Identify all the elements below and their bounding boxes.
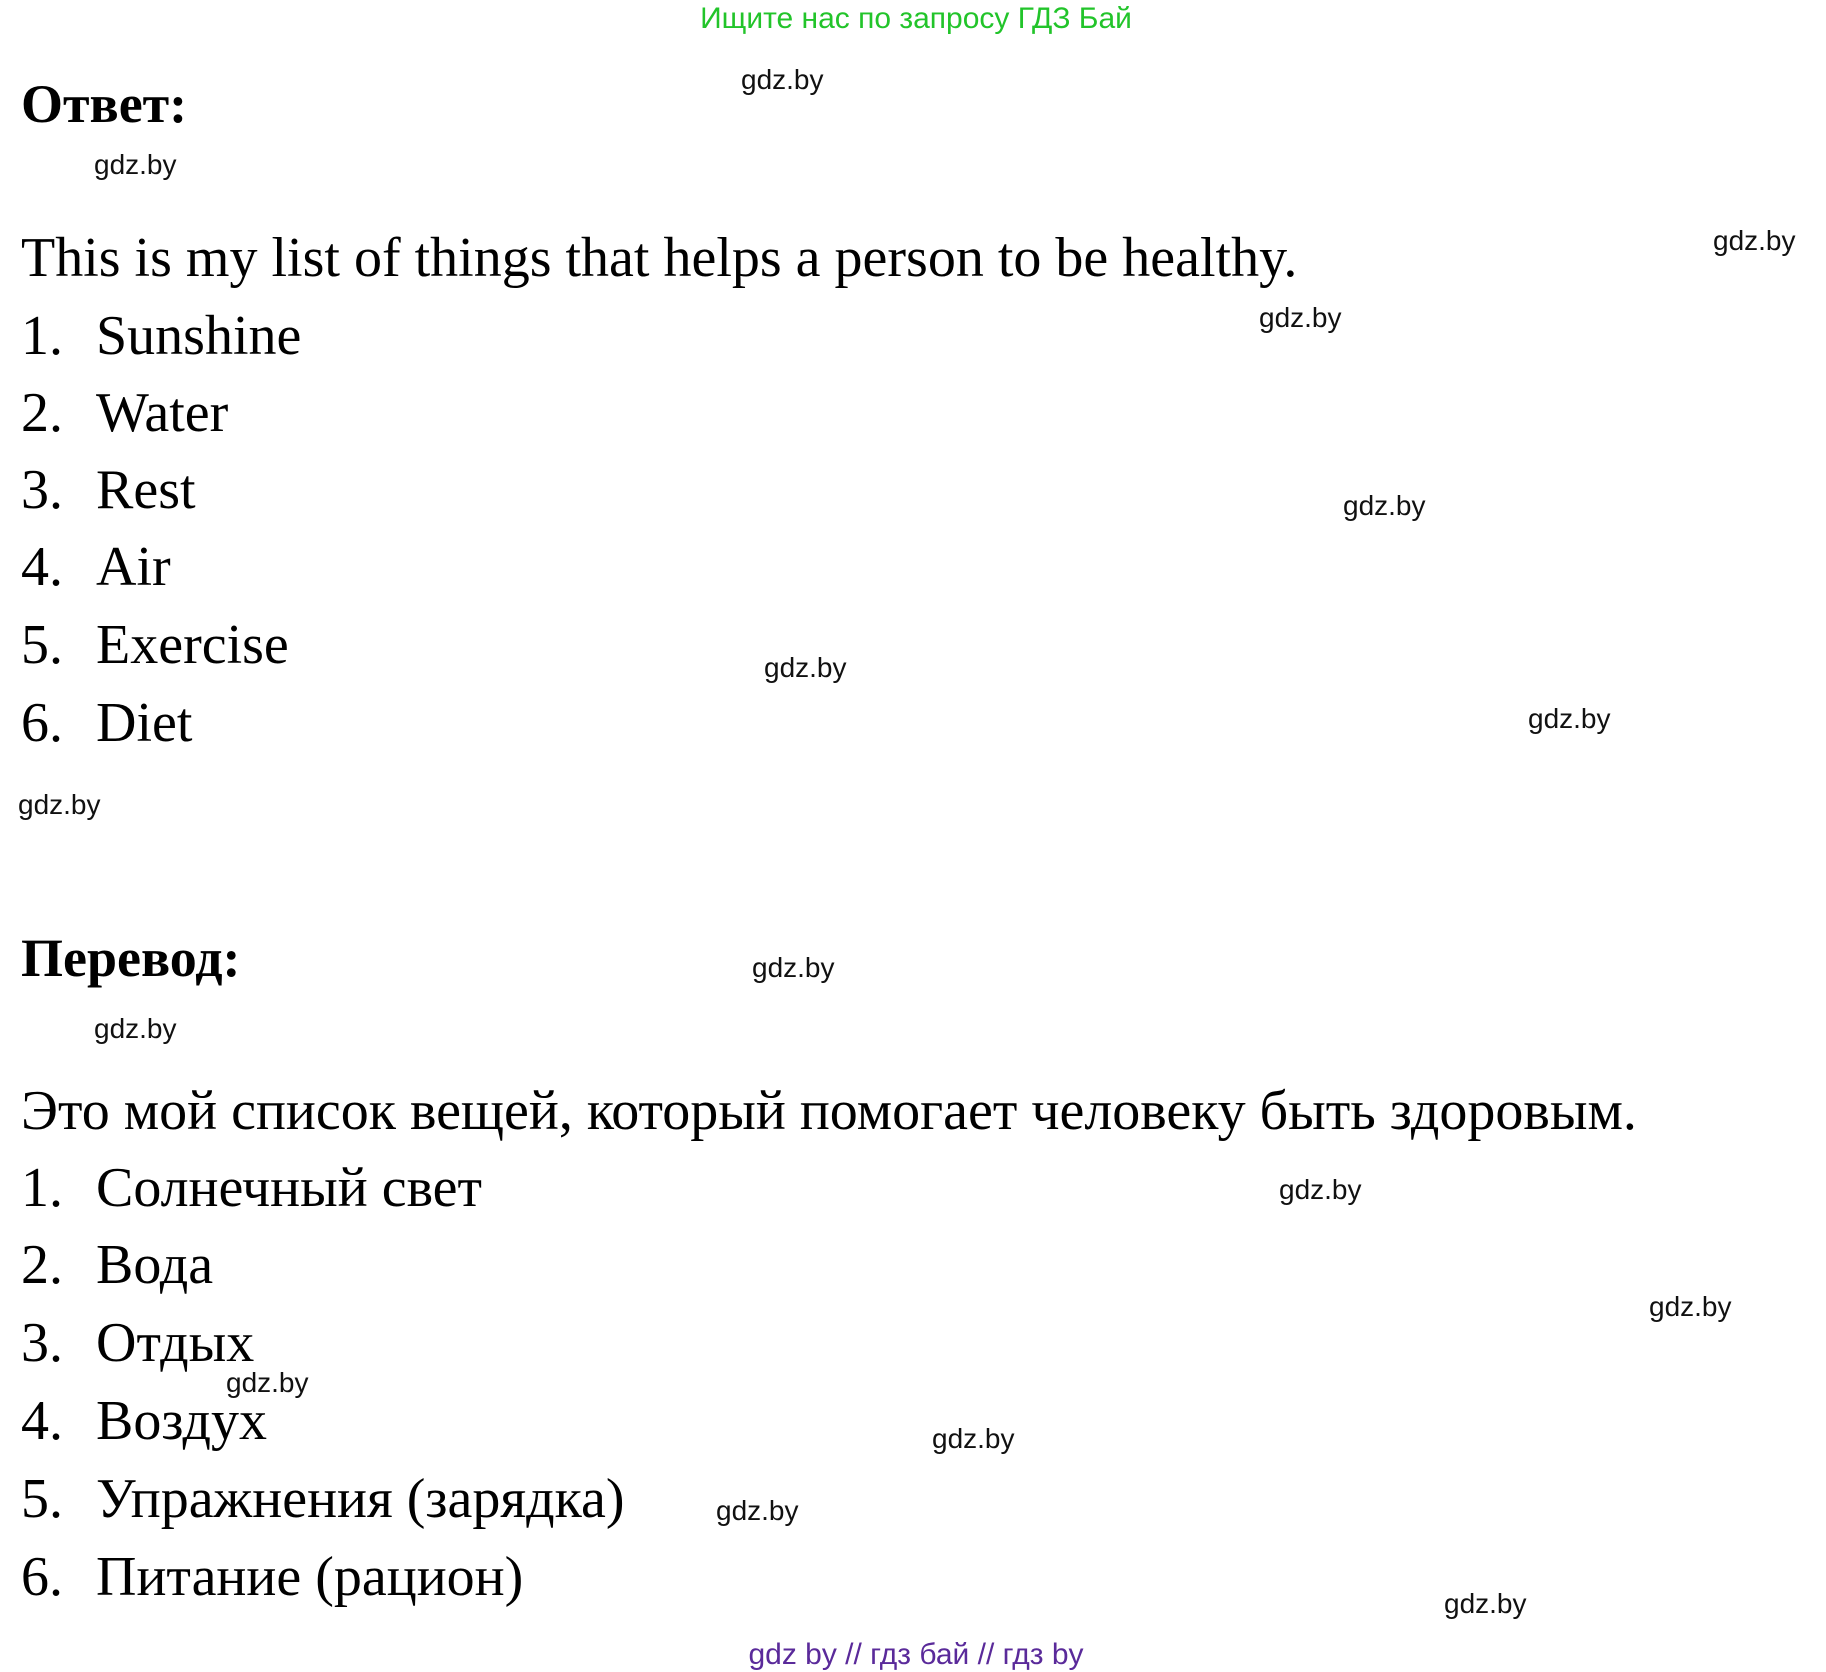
list-item bbox=[21, 381, 228, 445]
item-number: 1. bbox=[21, 1157, 63, 1219]
footer-link[interactable]: gdz by // гдз бай // гдз by bbox=[748, 1638, 1084, 1671]
item-text: Rest bbox=[96, 459, 196, 521]
search-banner: Ищите нас по запросу ГДЗ Бай bbox=[700, 2, 1132, 35]
watermark: gdz.by bbox=[764, 652, 847, 683]
item-number: 2. bbox=[21, 1234, 63, 1296]
translation-intro: Это мой список вещей, который помогает человеку быть здоровым. bbox=[21, 1080, 1637, 1142]
item-number: 6. bbox=[21, 1546, 63, 1608]
watermark: gdz.by bbox=[932, 1423, 1015, 1454]
watermark: gdz.by bbox=[752, 952, 835, 983]
item-number: 3. bbox=[21, 1312, 63, 1374]
item-number: 6. bbox=[21, 692, 63, 754]
item-number: 3. bbox=[21, 459, 63, 521]
item-number: 5. bbox=[21, 614, 63, 676]
watermark: gdz.by bbox=[1713, 225, 1796, 256]
item-number: 2. bbox=[21, 382, 63, 444]
item-text: Вода bbox=[96, 1234, 214, 1296]
item-text: Air bbox=[96, 536, 171, 598]
watermark: gdz.by bbox=[94, 149, 177, 180]
watermark: gdz.by bbox=[1528, 703, 1611, 734]
watermark: gdz.by bbox=[94, 1013, 177, 1044]
item-text: Diet bbox=[96, 692, 193, 754]
watermark: gdz.by bbox=[1279, 1174, 1362, 1205]
item-text: Отдых bbox=[96, 1312, 255, 1374]
answer-intro: This is my list of things that helps a person to be healthy. bbox=[21, 227, 1298, 289]
watermark: gdz.by bbox=[716, 1495, 799, 1526]
translation-heading: Перевод: bbox=[21, 928, 241, 988]
item-text: Exercise bbox=[96, 614, 289, 676]
list-item bbox=[21, 1467, 625, 1531]
watermark: gdz.by bbox=[741, 64, 824, 95]
item-number: 1. bbox=[21, 305, 63, 367]
item-text: Солнечный свет bbox=[96, 1157, 483, 1219]
item-text: Питание (рацион) bbox=[96, 1546, 524, 1608]
item-text: Sunshine bbox=[96, 305, 302, 367]
list-item bbox=[21, 1156, 482, 1220]
list-item bbox=[21, 458, 196, 522]
list-item bbox=[21, 1233, 213, 1297]
item-number: 4. bbox=[21, 536, 63, 598]
watermark: gdz.by bbox=[18, 789, 101, 820]
list-item bbox=[21, 1311, 254, 1375]
watermark: gdz.by bbox=[1649, 1291, 1732, 1322]
list-item bbox=[21, 304, 301, 368]
list-item bbox=[21, 535, 171, 599]
answer-heading: Ответ: bbox=[21, 74, 188, 134]
watermark: gdz.by bbox=[1343, 490, 1426, 521]
watermark: gdz.by bbox=[1444, 1588, 1527, 1619]
watermark: gdz.by bbox=[1259, 302, 1342, 333]
item-text: Упражнения (зарядка) bbox=[96, 1468, 625, 1530]
item-text: Воздух bbox=[96, 1390, 267, 1452]
item-text: Water bbox=[96, 382, 229, 444]
watermark: gdz.by bbox=[226, 1367, 309, 1398]
list-item bbox=[21, 1545, 523, 1609]
list-item bbox=[21, 691, 192, 755]
item-number: 4. bbox=[21, 1390, 63, 1452]
list-item bbox=[21, 613, 289, 677]
item-number: 5. bbox=[21, 1468, 63, 1530]
